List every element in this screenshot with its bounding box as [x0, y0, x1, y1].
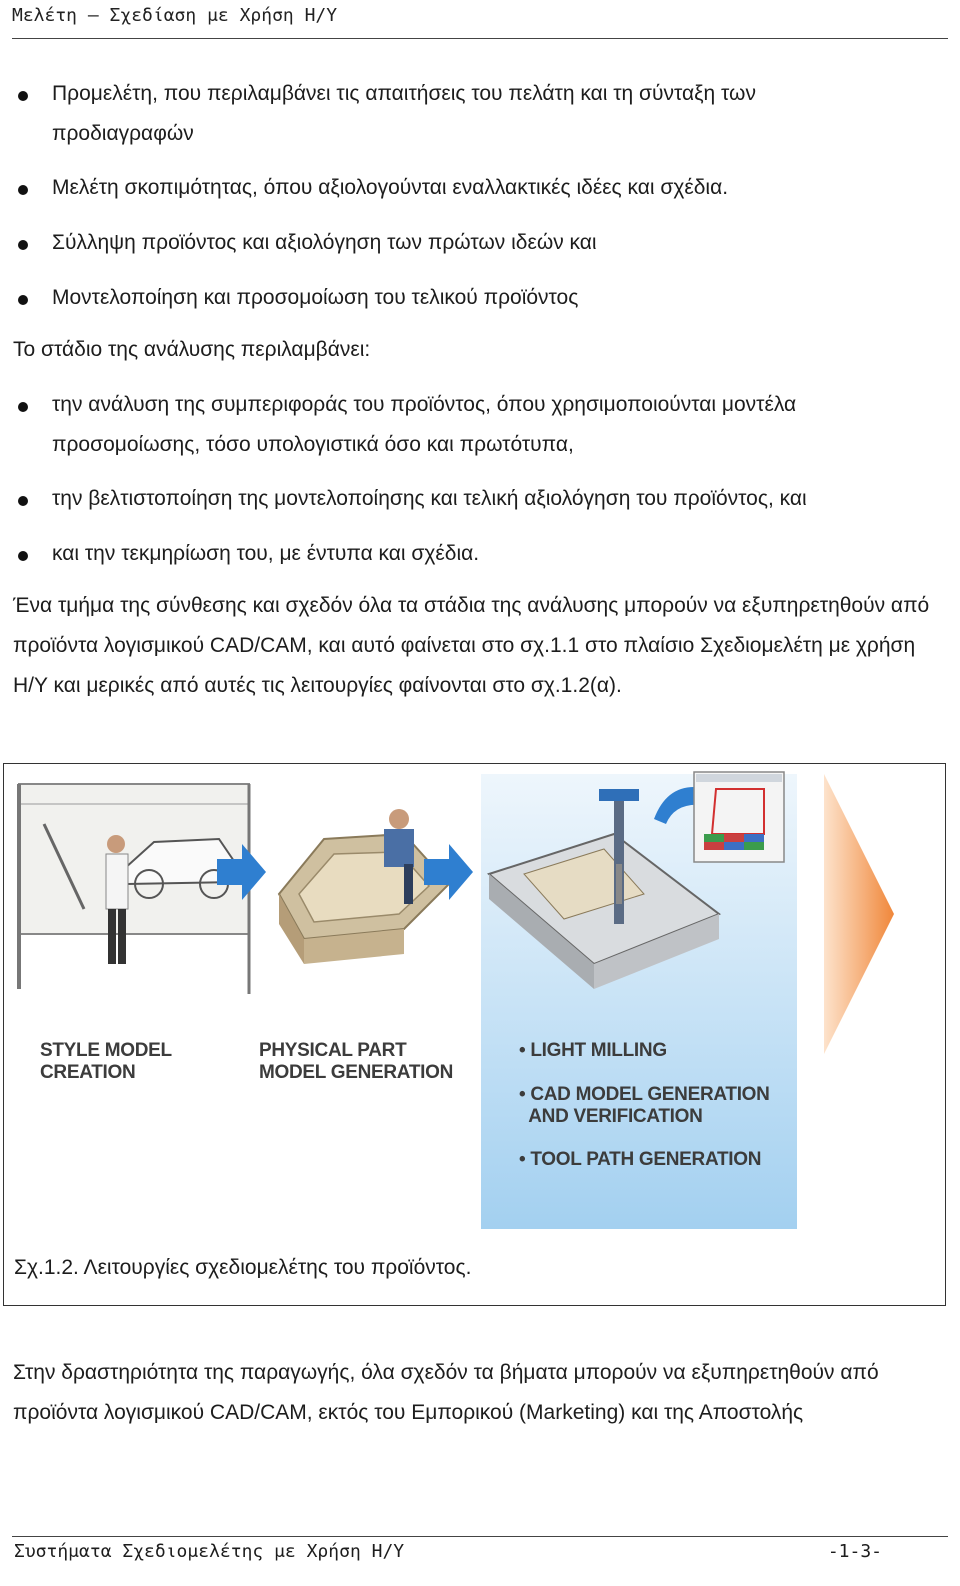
- list-item-text: Σύλληψη προϊόντος και αξιολόγηση των πρώτων ιδεών και: [52, 231, 597, 254]
- list-item: [18, 74, 898, 154]
- figure-caption: Σχ.1.2. Λειτουργίες σχεδιομελέτης του προϊόντος.: [14, 1256, 472, 1279]
- list-item: [18, 479, 898, 519]
- label-physical-model: PHYSICAL PART MODEL GENERATION: [259, 1040, 454, 1083]
- footer-rule: [12, 1536, 948, 1537]
- footer-title: Συστήματα Σχεδιομελέτης με Χρήση Η/Υ: [14, 1541, 405, 1562]
- bullet-icon: [18, 402, 28, 412]
- list-item-text: την βελτιστοποίηση της μοντελοποίησης και τελική αξιολόγηση του προϊόντος, και: [52, 487, 807, 510]
- bullet-icon: [18, 496, 28, 506]
- list-item-text: Μελέτη σκοπιμότητας, όπου αξιολογούνται εναλλακτικές ιδέες και σχέδια.: [52, 176, 729, 199]
- label-light-milling: • LIGHT MILLING: [519, 1040, 667, 1061]
- label-cad-model: • CAD MODEL GENERATION AND VERIFICATION: [519, 1084, 770, 1127]
- style-model-illustration: [19, 784, 249, 994]
- list-item-text: Προμελέτη, που περιλαμβάνει τις απαιτήσεις του πελάτη και τη σύνταξη των προδιαγραφών: [52, 82, 756, 145]
- list-item: [18, 385, 898, 465]
- orange-arrow-icon: [824, 774, 894, 1054]
- label-style-model: STYLE MODEL CREATION: [40, 1040, 172, 1083]
- list-item: [18, 223, 898, 263]
- figure-illustration: [4, 764, 946, 1306]
- bullet-icon: [18, 551, 28, 561]
- list-item-text: και την τεκμηρίωση του, με έντυπα και σχέδια.: [52, 542, 480, 565]
- paragraph-cad-cam: Ένα τμήμα της σύνθεσης και σχεδόν όλα τα στάδια της ανάλυσης μπορούν να εξυπηρετηθούν από προϊόντα λογισμικού CAD/CAM, και αυτό φαίνεται στο σχ.1.1 στο πλαίσιο Σχεδιομελέτη με χρήση Η/Υ και μερικές από αυτές τις λειτουργίες φαίνονται στο σχ.1.2(α).: [13, 594, 930, 697]
- bullet-icon: [18, 91, 28, 101]
- monitor-screen-illustration: [694, 772, 784, 862]
- bullet-icon: [18, 185, 28, 195]
- physical-model-illustration: [279, 809, 449, 964]
- list-item: [18, 534, 898, 574]
- figure-design-functions: [3, 763, 946, 1306]
- list-item-text: την ανάλυση της συμπεριφοράς του προϊόντος, όπου χρησιμοποιούνται μοντέλα προσομοίωσης, τόσο υπολογιστικά όσο και πρωτότυπα,: [52, 393, 797, 456]
- bullet-icon: [18, 295, 28, 305]
- paragraph-production: Στην δραστηριότητα της παραγωγής, όλα σχεδόν τα βήματα μπορούν να εξυπηρετηθούν από προϊόντα λογισμικού CAD/CAM, εκτός του Εμπορικού (Marketing) και της Αποστολής: [13, 1361, 879, 1424]
- bullet-icon: [18, 240, 28, 250]
- list-item: [18, 168, 898, 208]
- label-tool-path: • TOOL PATH GENERATION: [519, 1149, 762, 1170]
- list-item: [18, 278, 898, 318]
- page-number: -1-3-: [827, 1541, 882, 1562]
- analysis-intro: Το στάδιο της ανάλυσης περιλαμβάνει:: [13, 338, 371, 361]
- header-rule: [12, 38, 948, 39]
- page-header: Μελέτη – Σχεδίαση με Χρήση Η/Υ: [12, 5, 338, 26]
- list-item-text: Μοντελοποίηση και προσομοίωση του τελικού προϊόντος: [52, 286, 579, 309]
